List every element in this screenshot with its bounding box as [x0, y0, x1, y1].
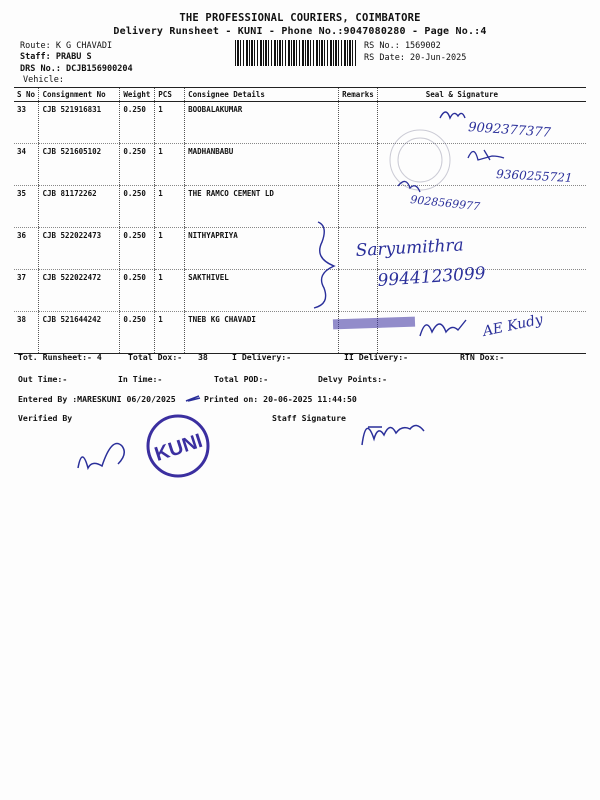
rs-number: RS No.: 1569002	[364, 41, 441, 51]
verifier-signature	[78, 444, 124, 469]
signature-scribble	[440, 112, 465, 118]
total-dox-label: Total Dox:-	[128, 352, 183, 362]
vehicle-label: Vehicle:	[23, 75, 64, 85]
total-pod-label: Total POD:-	[214, 374, 269, 384]
handwritten-phone: 9092377377	[467, 120, 552, 141]
handwriting-layer	[0, 0, 600, 360]
rtn-dox-label: RTN Dox:-	[460, 352, 505, 362]
consignee-cell: TNEB KG CHAVADI	[185, 312, 339, 354]
route-label: Route: K G CHAVADI	[20, 41, 113, 51]
pcs-cell: 1	[155, 228, 185, 270]
column-header: Seal & Signature	[377, 88, 586, 102]
column-header: Weight	[120, 88, 155, 102]
i-delivery-label: I Delivery:-	[232, 352, 292, 362]
handwritten-phone: 9944123099	[376, 263, 487, 291]
out-time-label: Out Time:-	[18, 374, 68, 384]
consignment-cell: CJB 522022473	[39, 228, 120, 270]
faint-seal-stamp	[390, 130, 450, 190]
weight-cell: 0.250	[120, 186, 155, 228]
weight-cell: 0.250	[120, 270, 155, 312]
column-header: Remarks	[339, 88, 378, 102]
stamp-smudge	[333, 317, 415, 330]
pcs-cell: 1	[155, 102, 185, 144]
runsheet-title: Delivery Runsheet - KUNI - Phone No.:9047080280 - Page No.:4	[113, 26, 487, 37]
column-header: Consignee Details	[185, 88, 339, 102]
sno-cell: 34	[14, 144, 39, 186]
pcs-cell: 1	[155, 186, 185, 228]
company-title: THE PROFESSIONAL COURIERS, COIMBATORE	[179, 12, 421, 24]
handwritten-name: Saryumithra	[355, 235, 465, 261]
sno-cell: 36	[14, 228, 39, 270]
handwritten-phone: 9028569977	[409, 193, 481, 214]
in-time-label: In Time:-	[118, 374, 163, 384]
sno-cell: 37	[14, 270, 39, 312]
consignee-cell: THE RAMCO CEMENT LD	[185, 186, 339, 228]
weight-cell: 0.250	[120, 144, 155, 186]
printed-on: Printed on: 20-06-2025 11:44:50	[204, 394, 357, 404]
consignment-cell: CJB 521916831	[39, 102, 120, 144]
consignee-cell: BOOBALAKUMAR	[185, 102, 339, 144]
sno-cell: 33	[14, 102, 39, 144]
verification-stamp-area	[60, 410, 230, 490]
handwritten-note: AE Kudy	[481, 311, 545, 340]
consignee-cell: NITHYAPRIYA	[185, 228, 339, 270]
drs-label: DRS No.: DCJB156900204	[20, 64, 133, 74]
staff-signature	[350, 405, 440, 455]
pcs-cell: 1	[155, 270, 185, 312]
kuni-stamp	[148, 416, 208, 476]
column-header: S No	[14, 88, 39, 102]
weight-cell: 0.250	[120, 228, 155, 270]
consignee-cell: SAKTHIVEL	[185, 270, 339, 312]
consignment-cell: CJB 81172262	[39, 186, 120, 228]
consignee-cell: MADHANBABU	[185, 144, 339, 186]
signature-scribble	[398, 181, 420, 192]
rs-date: RS Date: 20-Jun-2025	[364, 53, 467, 63]
consignment-cell: CJB 521605102	[39, 144, 120, 186]
weight-cell: 0.250	[120, 312, 155, 354]
weight-cell: 0.250	[120, 102, 155, 144]
sno-cell: 35	[14, 186, 39, 228]
verified-by-label: Verified By	[18, 413, 73, 423]
ii-delivery-label: II Delivery:-	[344, 352, 409, 362]
consignment-cell: CJB 521644242	[39, 312, 120, 354]
svg-text:KUNI: KUNI	[151, 429, 206, 466]
total-dox-value: 38	[198, 352, 208, 362]
pcs-cell: 1	[155, 144, 185, 186]
scribble-mark	[185, 393, 201, 403]
column-header: Consignment No	[39, 88, 120, 102]
entered-by: Entered By :MARESKUNI 06/20/2025	[18, 394, 176, 404]
delivery-points-label: Delvy Points:-	[318, 374, 388, 384]
signature-scribble	[420, 320, 466, 336]
staff-signature-label: Staff Signature	[272, 413, 346, 423]
sno-cell: 38	[14, 312, 39, 354]
total-runsheet: Tot. Runsheet:- 4	[18, 352, 102, 362]
consignment-cell: CJB 522022472	[39, 270, 120, 312]
column-header: PCS	[155, 88, 185, 102]
brace-mark	[314, 222, 334, 308]
staff-label: Staff: PRABU S	[20, 52, 92, 62]
signature-scribble	[468, 150, 504, 160]
pcs-cell: 1	[155, 312, 185, 354]
handwritten-phone: 9360255721	[495, 167, 573, 185]
